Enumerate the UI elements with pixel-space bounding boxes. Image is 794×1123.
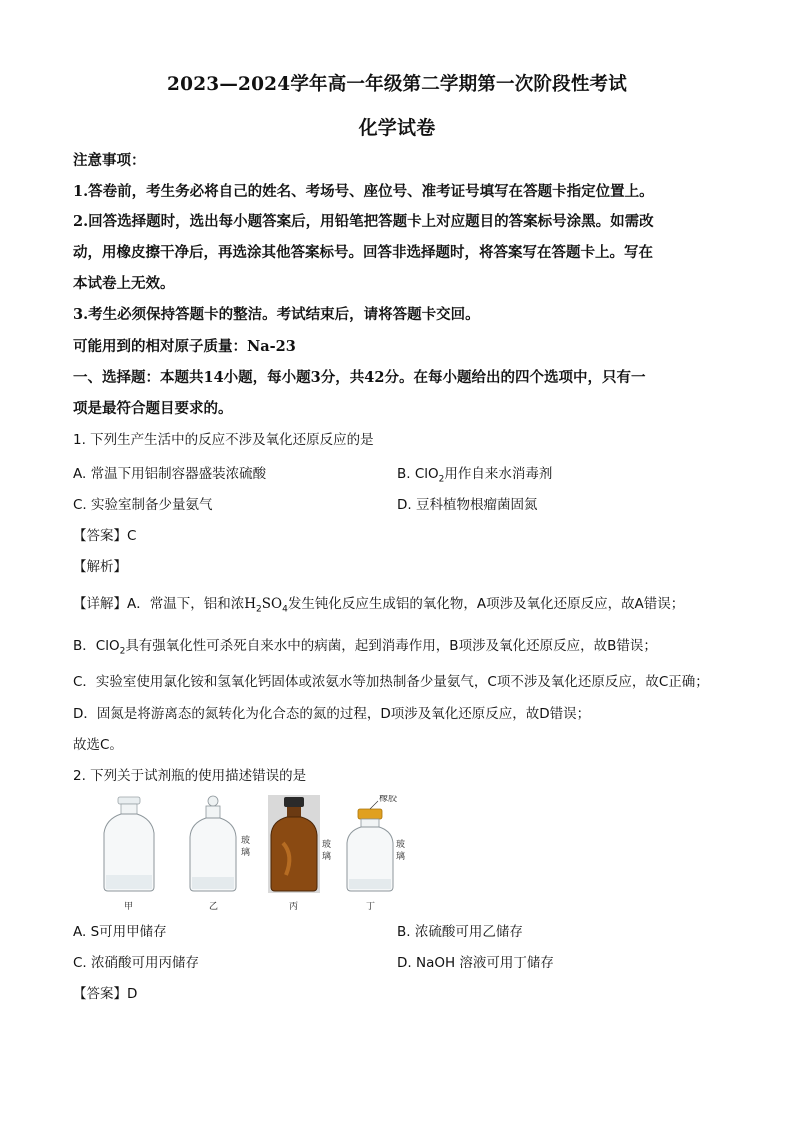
question-1-conclusion: 故选C。 bbox=[73, 737, 123, 753]
notice-item-1: 1.答卷前，考生务必将自己的姓名、考场号、座位号、准考证号填写在答题卡指定位置上。 bbox=[73, 183, 654, 200]
svg-text:玻: 玻 bbox=[241, 836, 251, 846]
question-2-option-d: D. NaOH 溶液可用丁储存 bbox=[397, 955, 554, 971]
bottle-label-jia: 甲 bbox=[124, 902, 134, 912]
question-1-option-b: B. ClO$_2$用作自来水消毒剂 bbox=[397, 466, 553, 485]
notice-item-2-line-3: 本试卷上无效。 bbox=[73, 275, 175, 292]
question-1-detail-c: C．实验室使用氯化铵和氢氧化钙固体或浓氨水等加热制备少量氨气，C项不涉及氧化还原反应，故C正确； bbox=[73, 674, 709, 690]
notice-item-3: 3.考生必须保持答题卡的整洁。考试结束后，请将答题卡交回。 bbox=[73, 306, 480, 323]
question-2-option-b: B. 浓硫酸可用乙储存 bbox=[397, 924, 523, 940]
question-1-option-c: C. 实验室制备少量氨气 bbox=[73, 497, 213, 513]
bottle-jia bbox=[104, 797, 154, 891]
svg-text:玻: 玻 bbox=[322, 840, 332, 850]
bottle-label-yi: 乙 bbox=[209, 902, 219, 912]
svg-text:璃: 璃 bbox=[396, 852, 406, 862]
question-1-detail-a: 【详解】A．常温下，铝和浓$H_2SO_4$发生钝化反应生成铝的氧化物，A项涉及氧化还原反应，故A错误； bbox=[73, 596, 685, 615]
svg-text:璃: 璃 bbox=[322, 852, 332, 862]
question-2-answer: 【答案】D bbox=[73, 986, 138, 1002]
svg-text:橡胶: 橡胶 bbox=[379, 795, 398, 804]
section-heading-line-2: 项是最符合题目要求的。 bbox=[73, 400, 233, 417]
question-2-stem: 2. 下列关于试剂瓶的使用描述错误的是 bbox=[73, 768, 307, 784]
reagent-bottles-figure bbox=[98, 795, 418, 915]
question-1-analysis-tag: 【解析】 bbox=[73, 559, 127, 575]
question-1-option-d: D. 豆科植物根瘤菌固氮 bbox=[397, 497, 538, 513]
question-1-stem: 1. 下列生产生活中的反应不涉及氧化还原反应的是 bbox=[73, 432, 374, 448]
bottle-yi bbox=[190, 796, 250, 891]
bottle-ding bbox=[347, 795, 405, 891]
atomic-mass-note: 可能用到的相对原子质量：Na-23 bbox=[73, 338, 296, 355]
bottle-label-bing: 丙 bbox=[289, 902, 299, 912]
bottle-bing bbox=[268, 795, 331, 893]
question-1-detail-d: D．固氮是将游离态的氮转化为化合态的氮的过程，D项涉及氧化还原反应，故D错误； bbox=[73, 706, 591, 722]
question-1-detail-b: B．ClO$_2$具有强氧化性可杀死自来水中的病菌，起到消毒作用，B项涉及氧化还原反应，故B错误； bbox=[73, 638, 657, 657]
notice-item-2-line-2: 动，用橡皮擦干净后，再选涂其他答案标号。回答非选择题时，将答案写在答题卡上。写在 bbox=[73, 244, 653, 261]
question-2-option-a: A. S可用甲储存 bbox=[73, 924, 167, 940]
svg-text:璃: 璃 bbox=[241, 848, 251, 858]
notice-item-2-line-1: 2.回答选择题时，选出每小题答案后，用铅笔把答题卡上对应题目的答案标号涂黑。如需改 bbox=[73, 213, 654, 230]
question-2-option-c: C. 浓硝酸可用丙储存 bbox=[73, 955, 200, 971]
question-1-answer: 【答案】C bbox=[73, 528, 137, 544]
exam-subject: 化学试卷 bbox=[358, 117, 436, 139]
bottle-label-ding: 丁 bbox=[366, 902, 376, 912]
section-heading-line-1: 一、选择题：本题共14小题，每小题3分，共42分。在每小题给出的四个选项中，只有一 bbox=[73, 369, 646, 386]
question-1-option-a: A. 常温下用铝制容器盛装浓硫酸 bbox=[73, 466, 267, 482]
svg-text:玻: 玻 bbox=[396, 840, 406, 850]
exam-title: 2023—2024学年高一年级第二学期第一次阶段性考试 bbox=[167, 74, 627, 95]
notice-heading: 注意事项： bbox=[73, 152, 146, 169]
